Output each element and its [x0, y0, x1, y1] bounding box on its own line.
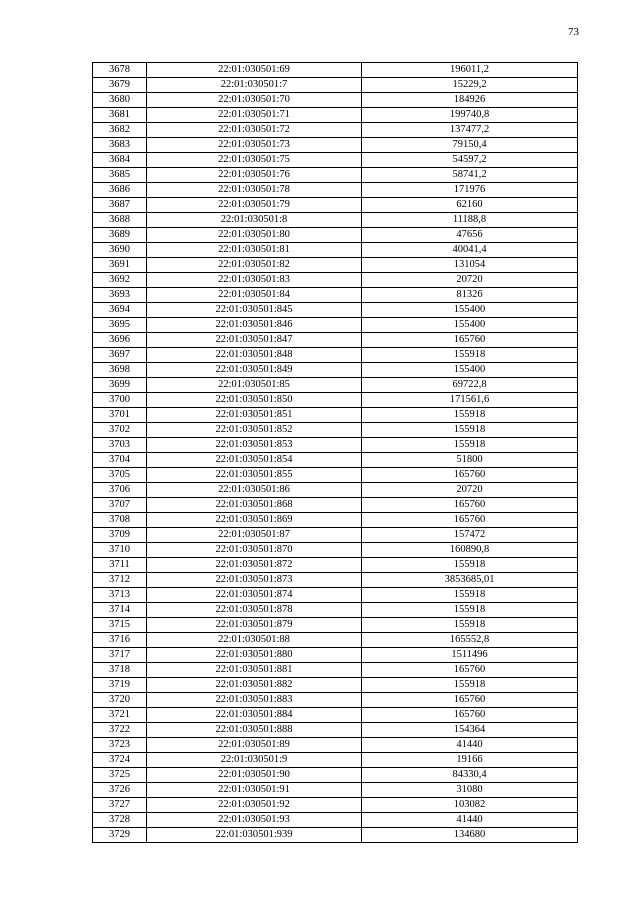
table-row	[93, 123, 578, 138]
cadastral-number-cell: 22:01:030501:851	[147, 408, 362, 423]
value-cell: 47656	[362, 228, 578, 243]
cadastral-number-cell: 22:01:030501:7	[147, 78, 362, 93]
row-number-cell: 3678	[93, 63, 147, 78]
table-row	[93, 363, 578, 378]
value-cell: 155918	[362, 558, 578, 573]
cadastral-number-cell: 22:01:030501:89	[147, 738, 362, 753]
value-cell: 131054	[362, 258, 578, 273]
row-number-cell: 3714	[93, 603, 147, 618]
value-cell: 134680	[362, 828, 578, 843]
value-cell: 165760	[362, 333, 578, 348]
value-cell: 3853685,01	[362, 573, 578, 588]
value-cell: 165552,8	[362, 633, 578, 648]
row-number-cell: 3713	[93, 588, 147, 603]
row-number-cell: 3729	[93, 828, 147, 843]
row-number-cell: 3683	[93, 138, 147, 153]
row-number-cell: 3715	[93, 618, 147, 633]
cadastral-number-cell: 22:01:030501:78	[147, 183, 362, 198]
row-number-cell: 3684	[93, 153, 147, 168]
value-cell: 69722,8	[362, 378, 578, 393]
cadastral-number-cell: 22:01:030501:85	[147, 378, 362, 393]
row-number-cell: 3727	[93, 798, 147, 813]
cadastral-number-cell: 22:01:030501:845	[147, 303, 362, 318]
cadastral-number-cell: 22:01:030501:879	[147, 618, 362, 633]
cadastral-number-cell: 22:01:030501:73	[147, 138, 362, 153]
value-cell: 155400	[362, 303, 578, 318]
row-number-cell: 3682	[93, 123, 147, 138]
value-cell: 1511496	[362, 648, 578, 663]
row-number-cell: 3691	[93, 258, 147, 273]
value-cell: 137477,2	[362, 123, 578, 138]
cadastral-number-cell: 22:01:030501:853	[147, 438, 362, 453]
row-number-cell: 3721	[93, 708, 147, 723]
row-number-cell: 3686	[93, 183, 147, 198]
value-cell: 41440	[362, 738, 578, 753]
value-cell: 155918	[362, 348, 578, 363]
row-number-cell: 3701	[93, 408, 147, 423]
cadastral-number-cell: 22:01:030501:75	[147, 153, 362, 168]
data-table	[92, 62, 578, 843]
cadastral-number-cell: 22:01:030501:79	[147, 198, 362, 213]
table-row	[93, 558, 578, 573]
table-row	[93, 198, 578, 213]
value-cell: 199740,8	[362, 108, 578, 123]
value-cell: 184926	[362, 93, 578, 108]
table-row	[93, 258, 578, 273]
row-number-cell: 3703	[93, 438, 147, 453]
cadastral-number-cell: 22:01:030501:852	[147, 423, 362, 438]
table-row	[93, 423, 578, 438]
cadastral-number-cell: 22:01:030501:872	[147, 558, 362, 573]
table-row	[93, 633, 578, 648]
row-number-cell: 3723	[93, 738, 147, 753]
value-cell: 155400	[362, 318, 578, 333]
value-cell: 84330,4	[362, 768, 578, 783]
value-cell: 165760	[362, 498, 578, 513]
table-body	[93, 63, 578, 843]
cadastral-number-cell: 22:01:030501:84	[147, 288, 362, 303]
cadastral-number-cell: 22:01:030501:849	[147, 363, 362, 378]
cadastral-number-cell: 22:01:030501:72	[147, 123, 362, 138]
row-number-cell: 3728	[93, 813, 147, 828]
cadastral-number-cell: 22:01:030501:869	[147, 513, 362, 528]
table-row	[93, 318, 578, 333]
value-cell: 155918	[362, 588, 578, 603]
cadastral-number-cell: 22:01:030501:850	[147, 393, 362, 408]
table-row	[93, 723, 578, 738]
value-cell: 155918	[362, 678, 578, 693]
value-cell: 58741,2	[362, 168, 578, 183]
value-cell: 171561,6	[362, 393, 578, 408]
value-cell: 40041,4	[362, 243, 578, 258]
table-row	[93, 93, 578, 108]
table-row	[93, 138, 578, 153]
table-row	[93, 663, 578, 678]
value-cell: 165760	[362, 693, 578, 708]
cadastral-number-cell: 22:01:030501:854	[147, 453, 362, 468]
row-number-cell: 3696	[93, 333, 147, 348]
value-cell: 155918	[362, 438, 578, 453]
row-number-cell: 3690	[93, 243, 147, 258]
cadastral-number-cell: 22:01:030501:8	[147, 213, 362, 228]
value-cell: 171976	[362, 183, 578, 198]
table-row	[93, 183, 578, 198]
table-row	[93, 333, 578, 348]
cadastral-number-cell: 22:01:030501:939	[147, 828, 362, 843]
table-row	[93, 63, 578, 78]
table-row	[93, 813, 578, 828]
table-row	[93, 783, 578, 798]
value-cell: 62160	[362, 198, 578, 213]
cadastral-number-cell: 22:01:030501:888	[147, 723, 362, 738]
value-cell: 20720	[362, 483, 578, 498]
value-cell: 20720	[362, 273, 578, 288]
table-row	[93, 588, 578, 603]
table-row	[93, 753, 578, 768]
row-number-cell: 3716	[93, 633, 147, 648]
value-cell: 196011,2	[362, 63, 578, 78]
cadastral-number-cell: 22:01:030501:884	[147, 708, 362, 723]
table-row	[93, 483, 578, 498]
value-cell: 155918	[362, 618, 578, 633]
value-cell: 19166	[362, 753, 578, 768]
cadastral-number-cell: 22:01:030501:874	[147, 588, 362, 603]
cadastral-number-cell: 22:01:030501:880	[147, 648, 362, 663]
table-row	[93, 393, 578, 408]
row-number-cell: 3705	[93, 468, 147, 483]
row-number-cell: 3692	[93, 273, 147, 288]
value-cell: 15229,2	[362, 78, 578, 93]
table-row	[93, 498, 578, 513]
value-cell: 155918	[362, 423, 578, 438]
table-row	[93, 468, 578, 483]
value-cell: 154364	[362, 723, 578, 738]
row-number-cell: 3700	[93, 393, 147, 408]
cadastral-number-cell: 22:01:030501:847	[147, 333, 362, 348]
table-row	[93, 243, 578, 258]
table-row	[93, 78, 578, 93]
cadastral-number-cell: 22:01:030501:93	[147, 813, 362, 828]
row-number-cell: 3711	[93, 558, 147, 573]
table-row	[93, 513, 578, 528]
cadastral-number-cell: 22:01:030501:83	[147, 273, 362, 288]
value-cell: 155918	[362, 408, 578, 423]
cadastral-number-cell: 22:01:030501:878	[147, 603, 362, 618]
row-number-cell: 3697	[93, 348, 147, 363]
row-number-cell: 3704	[93, 453, 147, 468]
row-number-cell: 3712	[93, 573, 147, 588]
cadastral-number-cell: 22:01:030501:92	[147, 798, 362, 813]
row-number-cell: 3726	[93, 783, 147, 798]
table-row	[93, 438, 578, 453]
row-number-cell: 3710	[93, 543, 147, 558]
value-cell: 165760	[362, 708, 578, 723]
table-row	[93, 108, 578, 123]
cadastral-number-cell: 22:01:030501:81	[147, 243, 362, 258]
cadastral-number-cell: 22:01:030501:69	[147, 63, 362, 78]
value-cell: 51800	[362, 453, 578, 468]
row-number-cell: 3724	[93, 753, 147, 768]
value-cell: 41440	[362, 813, 578, 828]
table-row	[93, 168, 578, 183]
cadastral-number-cell: 22:01:030501:868	[147, 498, 362, 513]
table-row	[93, 573, 578, 588]
value-cell: 54597,2	[362, 153, 578, 168]
row-number-cell: 3707	[93, 498, 147, 513]
table-row	[93, 648, 578, 663]
row-number-cell: 3679	[93, 78, 147, 93]
row-number-cell: 3722	[93, 723, 147, 738]
row-number-cell: 3702	[93, 423, 147, 438]
value-cell: 165760	[362, 468, 578, 483]
row-number-cell: 3687	[93, 198, 147, 213]
cadastral-number-cell: 22:01:030501:71	[147, 108, 362, 123]
cadastral-number-cell: 22:01:030501:883	[147, 693, 362, 708]
table-row	[93, 228, 578, 243]
cadastral-number-cell: 22:01:030501:881	[147, 663, 362, 678]
table-row	[93, 453, 578, 468]
row-number-cell: 3685	[93, 168, 147, 183]
value-cell: 79150,4	[362, 138, 578, 153]
table-row	[93, 678, 578, 693]
row-number-cell: 3718	[93, 663, 147, 678]
cadastral-number-cell: 22:01:030501:88	[147, 633, 362, 648]
value-cell: 165760	[362, 513, 578, 528]
table-row	[93, 408, 578, 423]
value-cell: 155918	[362, 603, 578, 618]
table-row	[93, 348, 578, 363]
value-cell: 103082	[362, 798, 578, 813]
row-number-cell: 3725	[93, 768, 147, 783]
table-row	[93, 543, 578, 558]
table-row	[93, 618, 578, 633]
row-number-cell: 3695	[93, 318, 147, 333]
row-number-cell: 3709	[93, 528, 147, 543]
row-number-cell: 3708	[93, 513, 147, 528]
row-number-cell: 3720	[93, 693, 147, 708]
table-row	[93, 213, 578, 228]
cadastral-number-cell: 22:01:030501:87	[147, 528, 362, 543]
page-number: 73	[568, 26, 579, 38]
cadastral-number-cell: 22:01:030501:90	[147, 768, 362, 783]
cadastral-number-cell: 22:01:030501:870	[147, 543, 362, 558]
table-row	[93, 528, 578, 543]
cadastral-number-cell: 22:01:030501:855	[147, 468, 362, 483]
cadastral-number-cell: 22:01:030501:882	[147, 678, 362, 693]
value-cell: 160890,8	[362, 543, 578, 558]
row-number-cell: 3680	[93, 93, 147, 108]
row-number-cell: 3698	[93, 363, 147, 378]
value-cell: 157472	[362, 528, 578, 543]
table-row	[93, 828, 578, 843]
table-row	[93, 798, 578, 813]
row-number-cell: 3694	[93, 303, 147, 318]
cadastral-number-cell: 22:01:030501:76	[147, 168, 362, 183]
table-row	[93, 153, 578, 168]
cadastral-number-cell: 22:01:030501:848	[147, 348, 362, 363]
table-row	[93, 378, 578, 393]
row-number-cell: 3719	[93, 678, 147, 693]
row-number-cell: 3717	[93, 648, 147, 663]
cadastral-number-cell: 22:01:030501:91	[147, 783, 362, 798]
cadastral-number-cell: 22:01:030501:70	[147, 93, 362, 108]
cadastral-number-cell: 22:01:030501:873	[147, 573, 362, 588]
table-row	[93, 693, 578, 708]
row-number-cell: 3688	[93, 213, 147, 228]
row-number-cell: 3706	[93, 483, 147, 498]
row-number-cell: 3693	[93, 288, 147, 303]
row-number-cell: 3699	[93, 378, 147, 393]
table-row	[93, 288, 578, 303]
table-row	[93, 768, 578, 783]
table-row	[93, 708, 578, 723]
table-row	[93, 303, 578, 318]
row-number-cell: 3681	[93, 108, 147, 123]
cadastral-number-cell: 22:01:030501:86	[147, 483, 362, 498]
value-cell: 155400	[362, 363, 578, 378]
cadastral-number-cell: 22:01:030501:82	[147, 258, 362, 273]
table-row	[93, 738, 578, 753]
value-cell: 31080	[362, 783, 578, 798]
cadastral-number-cell: 22:01:030501:846	[147, 318, 362, 333]
value-cell: 165760	[362, 663, 578, 678]
table-row	[93, 273, 578, 288]
row-number-cell: 3689	[93, 228, 147, 243]
cadastral-number-cell: 22:01:030501:80	[147, 228, 362, 243]
value-cell: 81326	[362, 288, 578, 303]
table-row	[93, 603, 578, 618]
cadastral-number-cell: 22:01:030501:9	[147, 753, 362, 768]
value-cell: 11188,8	[362, 213, 578, 228]
